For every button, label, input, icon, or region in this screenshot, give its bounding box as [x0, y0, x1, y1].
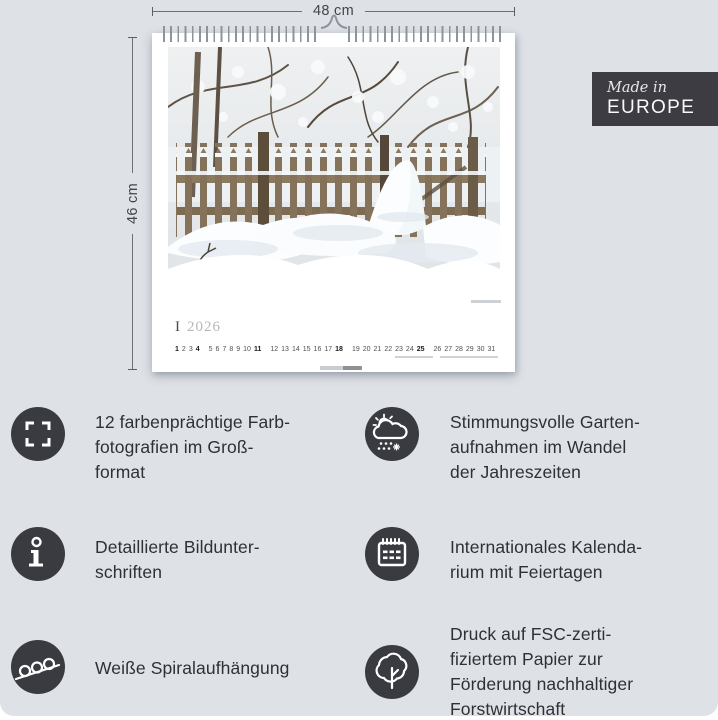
calendar-day: 7 — [222, 346, 227, 353]
calendar-day: 24 — [405, 346, 414, 353]
dimension-line — [365, 11, 514, 12]
height-label: 46 cm — [124, 183, 141, 224]
calendar-day: 13 — [281, 346, 289, 353]
calendar-day: 19 — [351, 346, 360, 353]
tree-icon — [365, 645, 419, 699]
hanger-hook-icon — [320, 13, 348, 29]
calendar-day: 14 — [291, 346, 300, 353]
calendar-day: 5 — [208, 346, 213, 353]
feature-icon-circle — [11, 640, 65, 694]
feature-text: 12 farbenprächtige Farb- fotografien im Groß- format — [95, 412, 291, 482]
feature-icon-circle — [365, 527, 419, 581]
feature-icon-circle — [11, 527, 65, 581]
badge-line1: Made in — [607, 79, 667, 96]
calendar-day: 4 — [195, 346, 200, 353]
calendar-day: 8 — [229, 346, 234, 353]
calendar-day: 3 — [188, 346, 193, 353]
calendar-day: 10 — [243, 346, 251, 353]
calendar-week — [175, 346, 200, 354]
calendar-day: 26 — [433, 346, 442, 353]
holiday-footnote — [395, 356, 433, 358]
calendar-day: 27 — [444, 346, 453, 353]
calendar-grid-icon — [365, 527, 419, 581]
calendar-day: 18 — [335, 346, 343, 353]
dimension-line — [153, 11, 302, 12]
badge-line2: EUROPE — [607, 96, 696, 118]
month-numeral: I — [175, 319, 180, 335]
feature-text: Internationales Kalenda- rium mit Feiertagen — [450, 537, 643, 582]
feature-icon-circle — [11, 407, 65, 461]
calendar-day: 20 — [362, 346, 371, 353]
calendar-day: 9 — [236, 346, 241, 353]
dimension-line — [132, 38, 133, 173]
calendar-day: 11 — [253, 346, 262, 353]
calendar-day: 21 — [373, 346, 382, 353]
feature-text: Stimmungsvolle Garten- aufnahmen im Wandel der Jahreszeiten — [450, 412, 640, 482]
calendar-mockup — [152, 13, 515, 372]
calendar-page — [152, 33, 515, 372]
feature-text: Druck auf FSC-zerti- fiziertem Papier zur Förderung nachhaltiger Forstwirtschaft — [450, 624, 634, 719]
holiday-footnote — [440, 356, 498, 358]
calendar-day: 22 — [384, 346, 393, 353]
calendar-photo — [168, 47, 500, 298]
dimension-line — [132, 234, 133, 369]
calendar-week — [209, 346, 262, 354]
info-icon — [11, 527, 65, 581]
calendar-day: 16 — [313, 346, 322, 353]
calendar-day: 17 — [324, 346, 333, 353]
spiral-binding — [163, 26, 320, 42]
calendar-week — [434, 346, 496, 354]
spiral-binding-icon — [11, 640, 65, 694]
spiral-binding — [348, 26, 503, 42]
calendar-day: 25 — [416, 346, 425, 353]
calendar-day: 29 — [465, 346, 474, 353]
calendar-day: 30 — [476, 346, 485, 353]
height-dimension — [125, 37, 140, 370]
calendar-week — [352, 346, 425, 354]
month-line — [175, 319, 221, 336]
calendar-day: 12 — [270, 346, 279, 353]
frame-corners-icon — [11, 407, 65, 461]
publisher-logo — [320, 366, 362, 370]
calendar-week — [270, 346, 343, 354]
dimension-tick — [128, 369, 137, 370]
feature-text: Weiße Spiralaufhängung — [95, 658, 290, 678]
calendar-day: 1 — [175, 346, 179, 353]
calendar-day: 6 — [215, 346, 220, 353]
calendar-day: 23 — [395, 346, 403, 353]
calendar-day: 31 — [487, 346, 496, 353]
snow-cloud-icon — [365, 407, 419, 461]
winter-garden-photo — [168, 47, 500, 298]
feature-icon-circle — [365, 407, 419, 461]
feature-icon-circle — [365, 645, 419, 699]
photo-caption — [471, 300, 501, 303]
feature-text: Detaillierte Bildunter- schriften — [95, 537, 260, 582]
calendar-day: 15 — [302, 346, 311, 353]
calendar-day: 2 — [181, 346, 186, 353]
dates-row — [175, 346, 495, 354]
width-label: 48 cm — [313, 3, 354, 19]
year-label: 2026 — [187, 319, 221, 335]
made-in-europe-badge — [592, 72, 718, 126]
calendar-day: 28 — [455, 346, 463, 353]
